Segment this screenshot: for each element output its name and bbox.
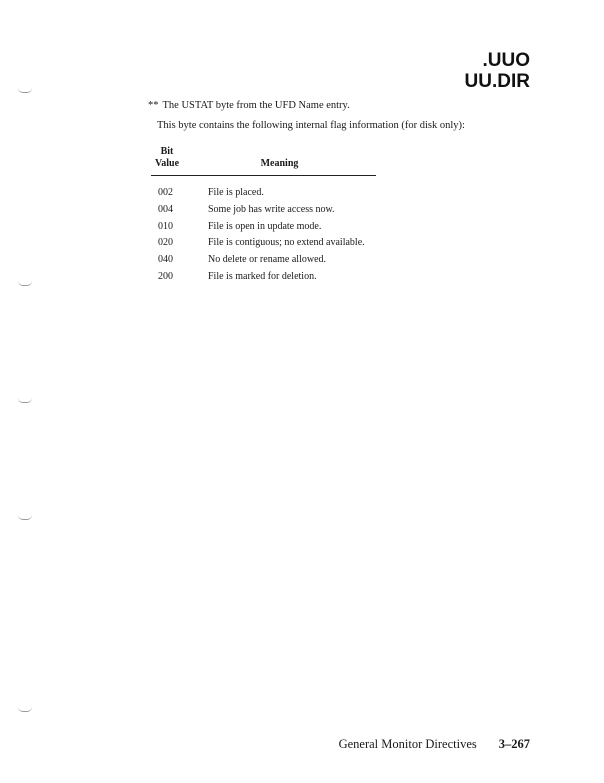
page-footer (339, 737, 530, 752)
row-meaning: File is placed. (208, 187, 264, 198)
table-rule (151, 175, 376, 176)
row-meaning: Some job has write access now. (208, 203, 335, 215)
row-value: 004 (158, 203, 173, 215)
footer-section-title: General Monitor Directives (338, 737, 477, 751)
row-meaning: File is open in update mode. (208, 220, 322, 232)
row-value: 040 (158, 254, 173, 266)
page-header (465, 50, 530, 92)
intro-block (148, 100, 465, 132)
row-value: 200 (158, 270, 173, 282)
column-header-bit: Bit (160, 146, 174, 157)
table-row (151, 252, 376, 269)
table-header (151, 146, 376, 170)
column-header-bit-value (151, 146, 183, 170)
row-meaning: File is marked for deletion. (208, 270, 317, 282)
footnote (148, 100, 465, 112)
column-header-value: Value (154, 158, 180, 169)
row-value: 010 (158, 220, 173, 232)
row-value: 002 (158, 187, 173, 198)
column-header-meaning: Meaning (260, 158, 299, 169)
page-number: 3–267 (498, 737, 530, 751)
binder-mark (18, 88, 32, 93)
table-row (151, 269, 376, 286)
table-row (151, 219, 376, 236)
table-row (151, 202, 376, 219)
table-row (151, 235, 376, 252)
flag-table (151, 146, 376, 286)
intro-paragraph: This byte contains the following internal flag information (for disk only): (157, 120, 465, 131)
table-row (151, 185, 376, 202)
footnote-text: The USTAT byte from the UFD Name entry. (162, 100, 350, 111)
header-line-2: UU.DIR (464, 71, 530, 92)
binder-mark (18, 707, 32, 712)
row-value: 020 (158, 237, 173, 249)
binder-mark (18, 515, 32, 520)
row-meaning: No delete or rename allowed. (208, 254, 327, 266)
binder-mark (18, 398, 32, 403)
footnote-marker: ** (148, 100, 159, 111)
row-meaning: File is contiguous; no extend available. (208, 237, 365, 249)
header-line-1: .UUO (482, 50, 530, 71)
binder-mark (18, 281, 32, 286)
